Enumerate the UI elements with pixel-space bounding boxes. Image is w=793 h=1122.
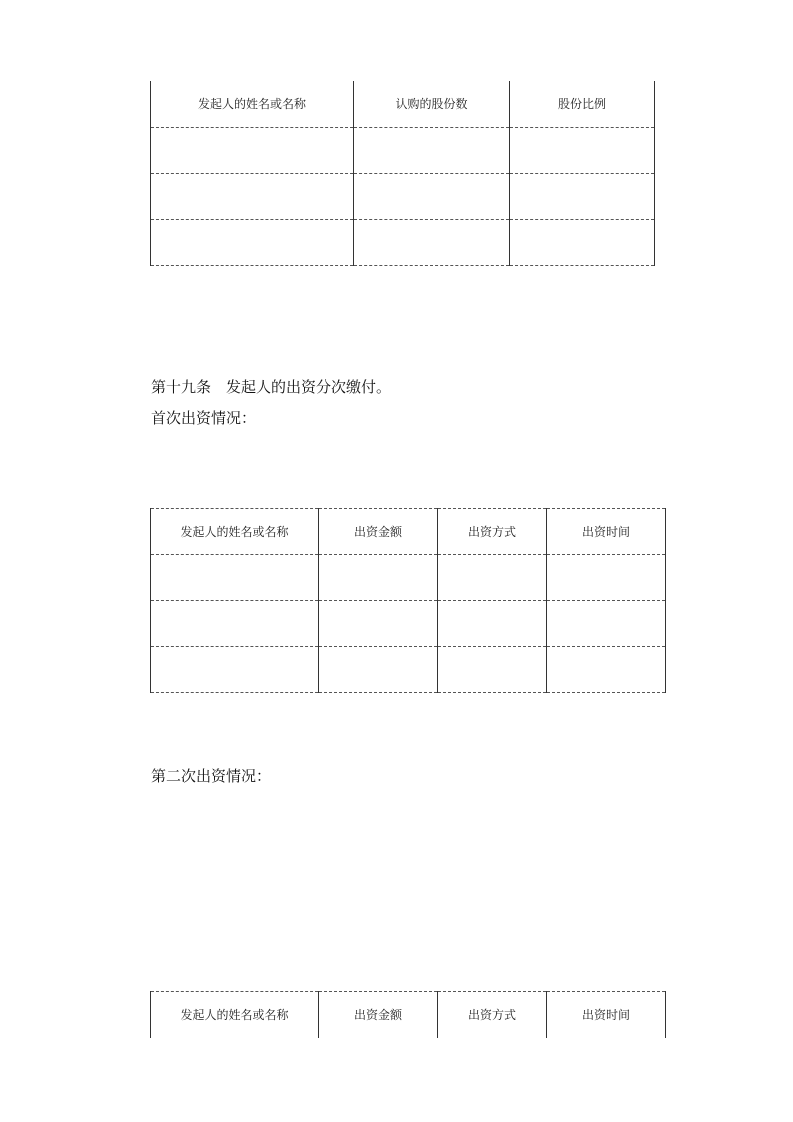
header-cell: 出资金额 — [319, 992, 438, 1038]
header-cell: 出资时间 — [547, 992, 666, 1038]
table-cell — [319, 647, 438, 693]
table-cell — [547, 647, 666, 693]
header-cell: 出资方式 — [438, 509, 547, 555]
table-header-row — [151, 81, 655, 127]
table-cell — [354, 173, 510, 219]
table-cell — [510, 219, 655, 265]
second-contribution-table — [150, 991, 666, 1038]
header-cell: 出资方式 — [438, 992, 547, 1038]
table-row — [151, 127, 655, 173]
header-cell: 发起人的姓名或名称 — [151, 509, 319, 555]
table-cell — [354, 219, 510, 265]
header-cell: 股份比例 — [510, 81, 655, 127]
table-cell — [151, 173, 354, 219]
table-header-row — [151, 509, 666, 555]
header-cell: 出资时间 — [547, 509, 666, 555]
header-cell: 出资金额 — [319, 509, 438, 555]
table-cell — [547, 555, 666, 601]
header-cell: 发起人的姓名或名称 — [151, 81, 354, 127]
header-cell: 认购的股份数 — [354, 81, 510, 127]
table-cell — [151, 219, 354, 265]
table-header-row — [151, 992, 666, 1038]
table-cell — [510, 127, 655, 173]
table-row — [151, 555, 666, 601]
table-cell — [438, 555, 547, 601]
second-contribution-label: 第二次出资情况： — [151, 767, 272, 785]
table-cell — [438, 647, 547, 693]
table-cell — [151, 647, 319, 693]
first-contribution-table — [150, 508, 666, 693]
table-cell — [319, 555, 438, 601]
first-contribution-label: 首次出资情况： — [151, 409, 257, 427]
table-cell — [547, 601, 666, 647]
table-row — [151, 219, 655, 265]
table-cell — [354, 127, 510, 173]
table-cell — [510, 173, 655, 219]
table-row — [151, 173, 655, 219]
header-cell: 发起人的姓名或名称 — [151, 992, 319, 1038]
table-cell — [438, 601, 547, 647]
table-cell — [319, 601, 438, 647]
article-19-title: 第十九条 发起人的出资分次缴付。 — [151, 378, 392, 396]
table-row — [151, 601, 666, 647]
shares-table — [150, 81, 655, 266]
table-cell — [151, 601, 319, 647]
table-row — [151, 647, 666, 693]
table-cell — [151, 127, 354, 173]
table-cell — [151, 555, 319, 601]
